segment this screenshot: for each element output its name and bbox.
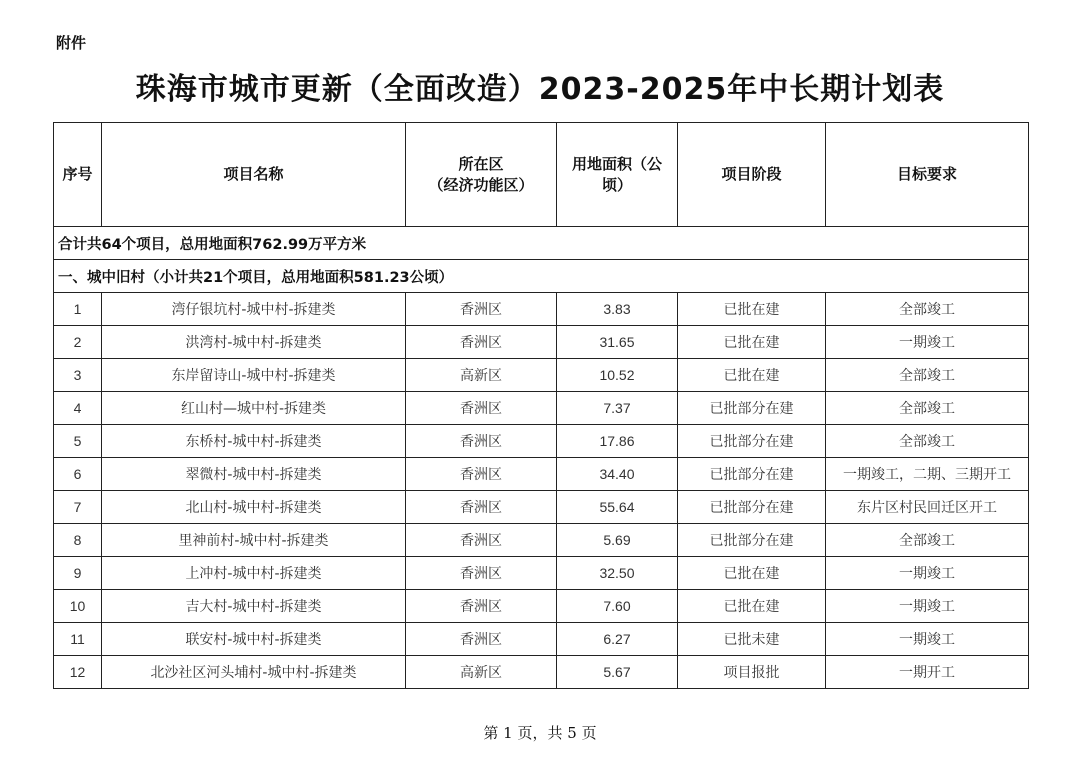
summary-text: 合计共64个项目，总用地面积762.99万平方米 [54,227,1029,260]
area-cell: 10.52 [557,359,678,392]
name-cell: 湾仔银坑村-城中村-拆建类 [102,293,406,326]
table-row [54,524,1029,557]
stage-cell: 项目报批 [678,656,826,689]
plan-table [53,122,1029,689]
area-cell: 55.64 [557,491,678,524]
table-row [54,392,1029,425]
name-cell: 北沙社区河头埔村-城中村-拆建类 [102,656,406,689]
table-row [54,557,1029,590]
stage-cell: 已批未建 [678,623,826,656]
goal-cell: 一期竣工，二期、三期开工 [826,458,1029,491]
header-stage: 项目阶段 [678,123,826,227]
seq-cell: 9 [54,557,102,590]
goal-cell: 一期竣工 [826,557,1029,590]
area-cell: 32.50 [557,557,678,590]
district-cell: 香洲区 [406,557,557,590]
name-cell: 洪湾村-城中村-拆建类 [102,326,406,359]
goal-cell: 全部竣工 [826,425,1029,458]
seq-cell: 12 [54,656,102,689]
table-row [54,656,1029,689]
header-district-line1: 所在区 [458,154,504,173]
table-row [54,326,1029,359]
area-cell: 7.37 [557,392,678,425]
header-area-line2: 顷） [601,175,632,194]
category-text: 一、城中旧村（小计共21个项目，总用地面积581.23公顷） [54,260,1029,293]
district-cell: 香洲区 [406,326,557,359]
table-row [54,293,1029,326]
header-goal: 目标要求 [826,123,1029,227]
district-cell: 高新区 [406,656,557,689]
area-cell: 31.65 [557,326,678,359]
table-row [54,458,1029,491]
goal-cell: 东片区村民回迁区开工 [826,491,1029,524]
district-cell: 香洲区 [406,623,557,656]
table-row [54,425,1029,458]
name-cell: 联安村-城中村-拆建类 [102,623,406,656]
area-cell: 6.27 [557,623,678,656]
district-cell: 香洲区 [406,491,557,524]
stage-cell: 已批部分在建 [678,458,826,491]
seq-cell: 11 [54,623,102,656]
header-row [54,123,1029,227]
seq-cell: 2 [54,326,102,359]
stage-cell: 已批部分在建 [678,491,826,524]
district-cell: 香洲区 [406,293,557,326]
summary-row [54,227,1029,260]
seq-cell: 7 [54,491,102,524]
document-title: 珠海市城市更新（全面改造）2023-2025年中长期计划表 [135,72,945,107]
goal-cell: 一期开工 [826,656,1029,689]
stage-cell: 已批在建 [678,359,826,392]
table-row [54,491,1029,524]
area-cell: 34.40 [557,458,678,491]
header-area [557,123,678,227]
goal-cell: 全部竣工 [826,524,1029,557]
stage-cell: 已批部分在建 [678,392,826,425]
seq-cell: 4 [54,392,102,425]
category-row [54,260,1029,293]
seq-cell: 8 [54,524,102,557]
seq-cell: 5 [54,425,102,458]
header-district [406,123,557,227]
goal-cell: 一期竣工 [826,623,1029,656]
goal-cell: 全部竣工 [826,359,1029,392]
district-cell: 香洲区 [406,392,557,425]
seq-cell: 3 [54,359,102,392]
seq-cell: 6 [54,458,102,491]
area-cell: 3.83 [557,293,678,326]
seq-cell: 10 [54,590,102,623]
table-row [54,590,1029,623]
district-cell: 高新区 [406,359,557,392]
stage-cell: 已批在建 [678,326,826,359]
area-cell: 17.86 [557,425,678,458]
stage-cell: 已批在建 [678,590,826,623]
area-cell: 5.67 [557,656,678,689]
seq-cell: 1 [54,293,102,326]
goal-cell: 全部竣工 [826,293,1029,326]
district-cell: 香洲区 [406,524,557,557]
attachment-label: 附件 [56,34,87,52]
goal-cell: 全部竣工 [826,392,1029,425]
table-row [54,623,1029,656]
district-cell: 香洲区 [406,458,557,491]
name-cell: 东岸留诗山-城中村-拆建类 [102,359,406,392]
area-cell: 5.69 [557,524,678,557]
goal-cell: 一期竣工 [826,590,1029,623]
name-cell: 里神前村-城中村-拆建类 [102,524,406,557]
stage-cell: 已批部分在建 [678,425,826,458]
header-seq: 序号 [54,123,102,227]
header-district-line2: （经济功能区） [428,175,534,194]
page-footer: 第 1 页，共 5 页 [483,724,597,742]
stage-cell: 已批部分在建 [678,524,826,557]
stage-cell: 已批在建 [678,293,826,326]
name-cell: 北山村-城中村-拆建类 [102,491,406,524]
district-cell: 香洲区 [406,425,557,458]
header-name: 项目名称 [102,123,406,227]
name-cell: 翠微村-城中村-拆建类 [102,458,406,491]
name-cell: 红山村—城中村-拆建类 [102,392,406,425]
area-cell: 7.60 [557,590,678,623]
table-row [54,359,1029,392]
name-cell: 吉大村-城中村-拆建类 [102,590,406,623]
goal-cell: 一期竣工 [826,326,1029,359]
stage-cell: 已批在建 [678,557,826,590]
name-cell: 东桥村-城中村-拆建类 [102,425,406,458]
header-area-line1: 用地面积（公 [571,154,662,173]
name-cell: 上冲村-城中村-拆建类 [102,557,406,590]
district-cell: 香洲区 [406,590,557,623]
